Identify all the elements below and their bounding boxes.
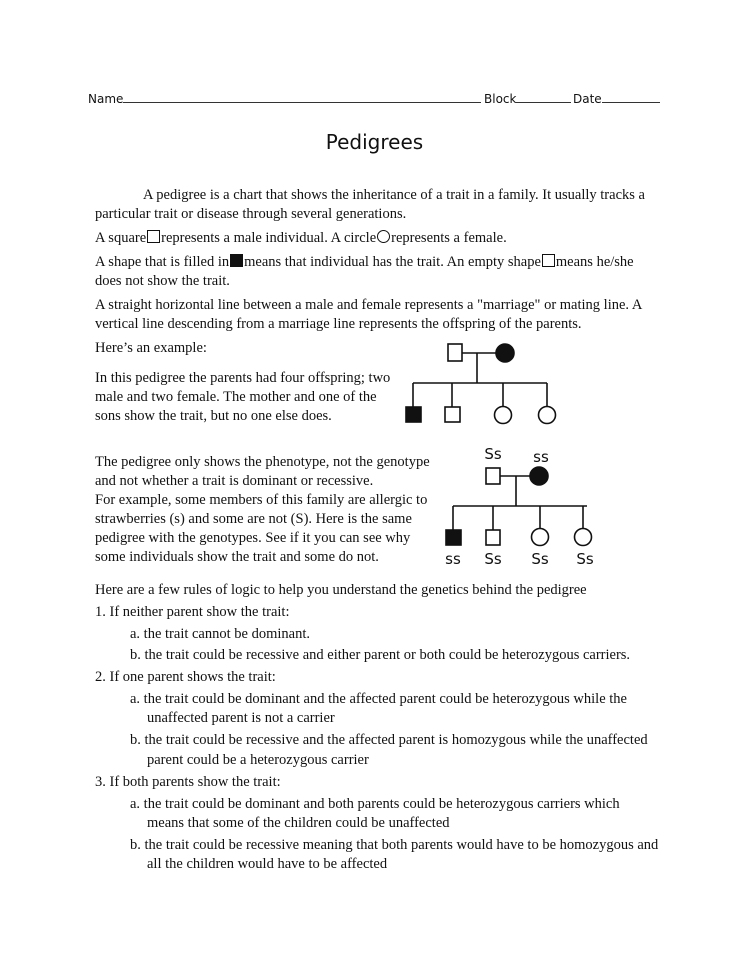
pedigree-1 [406,344,556,424]
example2-text: For example, some members of this family are allergic to [95,492,428,508]
daughter [495,407,512,424]
genotype-label: Ss [576,550,594,568]
mother-circle-affected [530,467,548,485]
daughter [539,407,556,424]
rule-3: 3. If both parents show the trait: [95,774,281,790]
example2-text: The pedigree only shows the phenotype, not the genotype [95,454,430,470]
rule-1a: a. the trait cannot be dominant. [130,626,310,642]
rule-2: 2. If one parent shows the trait: [95,669,276,685]
rule-1: 1. If neither parent show the trait: [95,604,290,620]
rule-3b: b. the trait could be recessive meaning that both parents would have to be homozygous and [130,837,659,853]
intro-text: A straight horizontal line between a male and female represents a "marriage" or mating line. A [95,297,643,313]
example2-text: some individuals show the trait and some do not. [95,549,379,565]
genotype-label: Ss [484,550,502,568]
genotype-label: Ss [484,445,502,463]
mother-circle-affected [496,344,514,362]
intro-text: particular trait or disease through several generations. [95,206,407,222]
intro-text: A pedigree is a chart that shows the inheritance of a trait in a family. It usually tracks a [143,187,645,203]
example2-text: strawberries (s) and some are not (S). Here is the same [95,511,412,527]
block-label: Block [484,92,517,106]
text: A shape that is filled in [95,254,230,270]
rule-3b: all the children would have to be affected [147,856,388,872]
example1-text: male and two female. The mother and one of the [95,389,377,405]
text: represents a female. [391,230,507,246]
daughter [575,529,592,546]
text: means he/she [555,254,634,270]
page-title: Pedigrees [325,130,424,154]
father-square [448,344,462,361]
son-unaffected [445,407,460,422]
text: means that individual has the trait. An empty shape [244,254,541,270]
date-label: Date [573,92,602,106]
name-label: Name [88,92,124,106]
example1-text: In this pedigree the parents had four offspring; two [95,370,391,386]
rule-1b: b. the trait could be recessive and either parent or both could be heterozygous carriers. [130,647,631,663]
intro-text: Here’s an example: [95,340,207,356]
rule-2b: parent could be a heterozygous carrier [147,752,369,768]
rule-2b: b. the trait could be recessive and the affected parent is homozygous while the unaffected [130,732,648,748]
intro-text: vertical line descending from a marriage line represents the offspring of the parents. [95,316,582,332]
daughter [532,529,549,546]
father-square [486,468,500,484]
text: A square [95,230,147,246]
genotype-label: ss [445,550,461,568]
example2-text: and not whether a trait is dominant or recessive. [95,473,374,489]
rule-2a: a. the trait could be dominant and the affected parent could be heterozygous while the [130,691,627,707]
rule-3a: means that some of the children could be unaffected [147,815,450,831]
rules-intro: Here are a few rules of logic to help you understand the genetics behind the pedigree [95,582,587,598]
rule-3a: a. the trait could be dominant and both parents could be heterozygous carriers which [130,796,620,812]
son-affected [446,530,461,545]
intro-text: does not show the trait. [95,273,230,289]
text: represents a male individual. A circle [161,230,377,246]
pedigree-2 [446,467,592,546]
genotype-label: ss [533,448,549,466]
example1-text: sons show the trait, but no one else does. [95,408,332,424]
genotype-label: Ss [531,550,549,568]
example2-text: pedigree with the genotypes. See if it you can see why [95,530,411,546]
son-unaffected [486,530,500,545]
rule-2a: unaffected parent is not a carrier [147,710,335,726]
son-affected [406,407,421,422]
